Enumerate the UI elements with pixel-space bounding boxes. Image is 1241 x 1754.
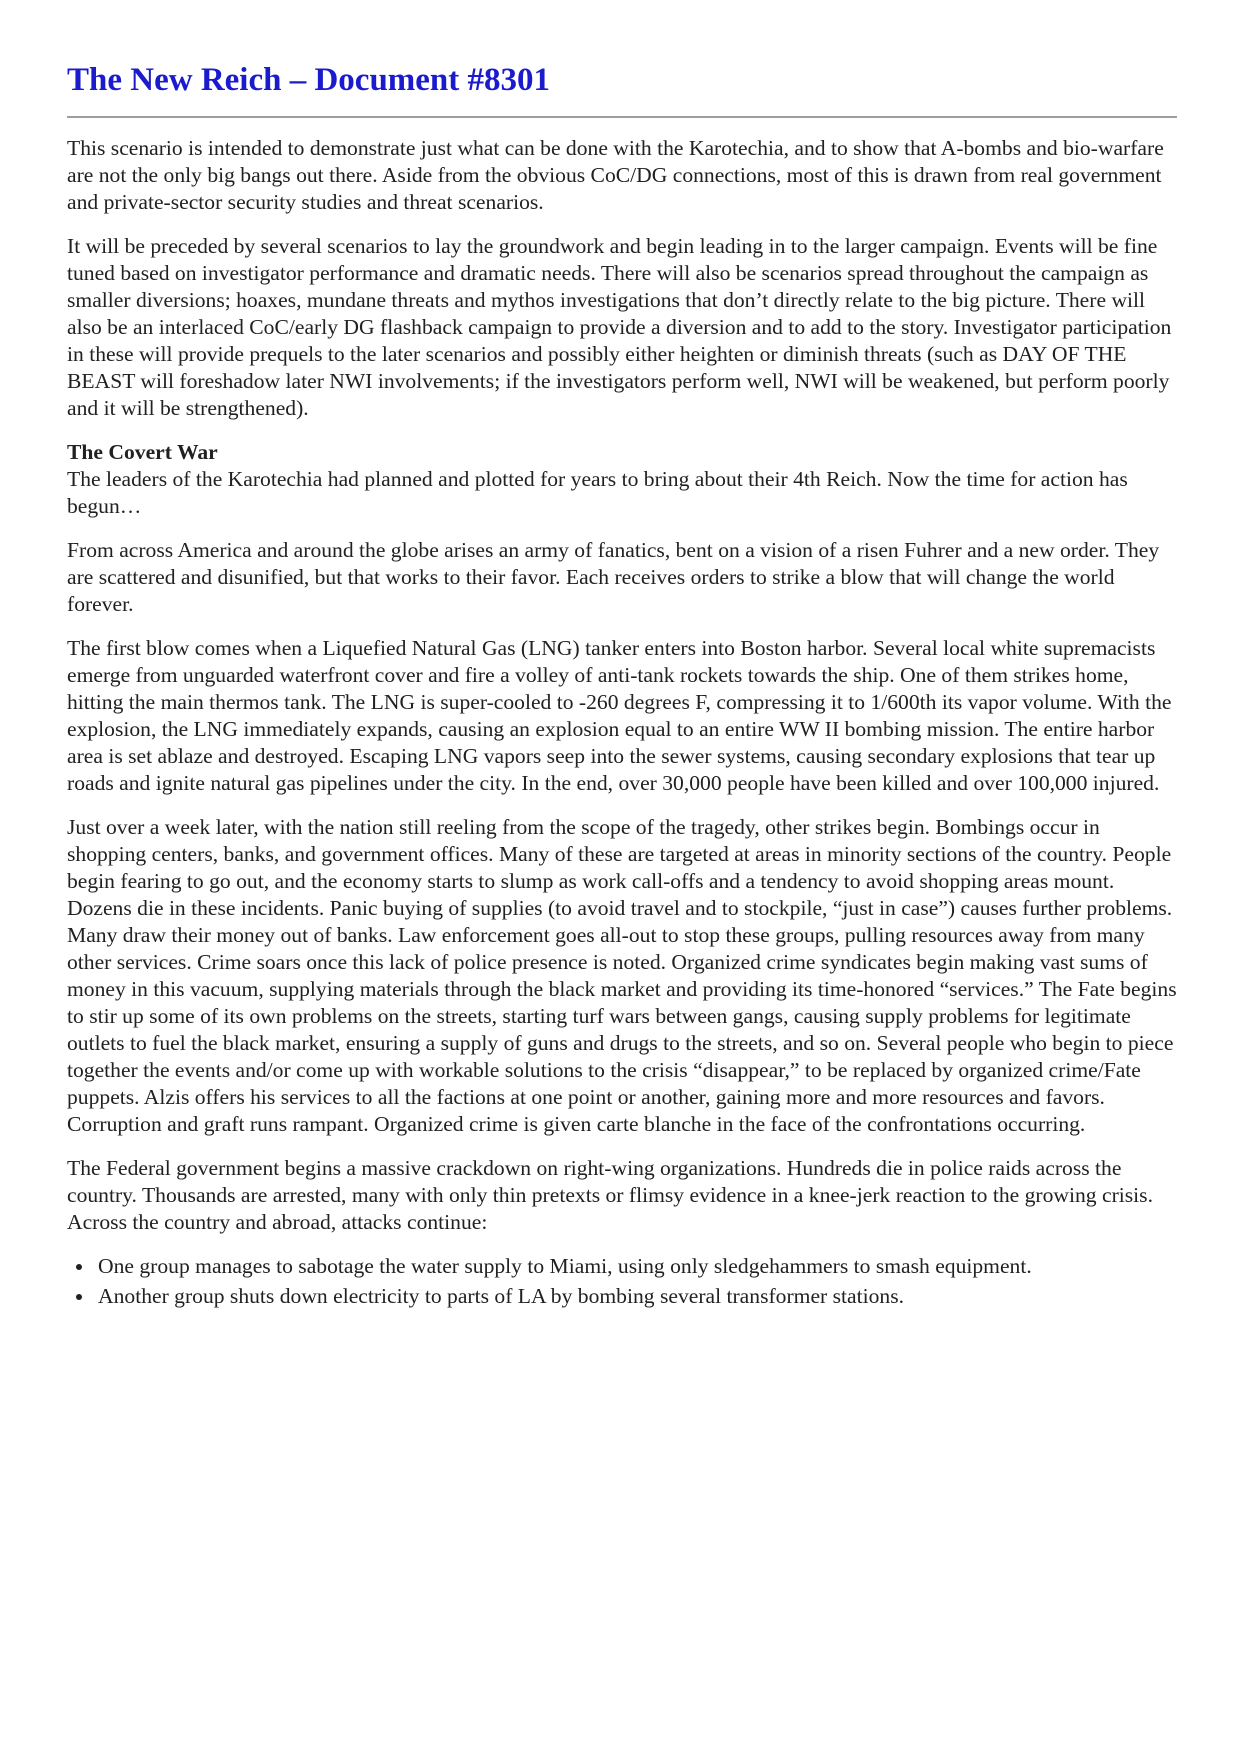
divider xyxy=(67,116,1177,118)
attacks-continue-text: Across the country and abroad, attacks continue: xyxy=(67,1209,488,1234)
paragraph-fanatics: From across America and around the globe arises an army of fanatics, bent on a vision of a risen Fuhrer and a new order. They are scattered and disunified, but that works to their favor. Each receives orders to strike a blow that will change the world forever. xyxy=(67,537,1160,616)
paragraph-campaign-plan: It will be preceded by several scenarios to lay the groundwork and begin leading in to the larger campaign. Events will be fine tuned based on investigator performance and dramatic needs. There will also be scenarios spread throughout the campaign as smaller diversions; hoaxes, mundane threats and mythos investigations that don’t directly relate to the big picture. There will also be an interlaced CoC/early DG flashback campaign to provide a diversion and to add to the story. Investigator participation in these will provide prequels to the later scenarios and possibly either heighten or diminish threats (such as DAY OF THE BEAST will foreshadow later NWI involvements; if the investigators perform well, NWI will be weakened, but perform poorly and it will be strengthened). xyxy=(67,233,1172,420)
paragraph-lng-attack: The first blow comes when a Liquefied Natural Gas (LNG) tanker enters into Boston harbor. Several local white supremacists emerge from unguarded waterfront cover and fire a volley of anti-tank rockets towards the ship. One of them strikes home, hitting the main thermos tank. The LNG is super-cooled to -260 degrees F, compressing it to 1/600th its vapor volume. With the explosion, the LNG immediately expands, causing an explosion equal to an entire WW II bombing mission. The entire harbor area is set ablaze and destroyed. Escaping LNG vapors seep into the sewer systems, causing secondary explosions that tear up roads and ignite natural gas pipelines under the city. In the end, over 30,000 people have been killed and over 100,000 injured. xyxy=(67,635,1172,795)
list-item-miami-water: • One group manages to sabotage the water supply to Miami, using only sledgehammers to smash equipment. xyxy=(95,1253,1177,1280)
list-item-la-electricity: • Another group shuts down electricity to parts of LA by bombing several transformer stations. xyxy=(95,1283,1177,1310)
paragraph-intro: This scenario is intended to demonstrate just what can be done with the Karotechia, and to show that A-bombs and bio-warfare are not the only big bangs out there. Aside from the obvious CoC/DG connections, most of this is drawn from real government and private-sector security studies and threat scenarios. xyxy=(67,135,1164,214)
paragraph-aftermath: Just over a week later, with the nation still reeling from the scope of the tragedy, other strikes begin. Bombings occur in shopping centers, banks, and government offices. Many of these are targeted at areas in minority sections of the country. People begin fearing to go out, and the economy starts to slump as work call-offs and a tendency to avoid shopping areas mount. Dozens die in these incidents. Panic buying of supplies (to avoid travel and to stockpile, “just in case”) causes further problems. Many draw their money out of banks. Law enforcement goes all-out to stop these groups, pulling resources away from many other services. Crime soars once this lack of police presence is noted. Organized crime syndicates begin making vast sums of money in this vacuum, supplying materials through the black market and providing its time-honored “services.” The Fate begins to stir up some of its own problems on the streets, starting turf wars between gangs, causing supply problems for legitimate outlets to fuel the black market, ensuring a supply of guns and drugs to the streets, and so on. Several people who begin to piece together the events and/or come up with workable solutions to the crisis “disappear,” to be replaced by organized crime/Fate puppets. Alzis offers his services to all the factions at one point or another, gaining more and more resources and favors. Corruption and graft runs rampant. Organized crime is given carte blanche in the face of the confrontations occurring. xyxy=(67,814,1177,1136)
paragraph-covert-war xyxy=(67,439,1177,520)
paragraph-crackdown xyxy=(67,1155,1177,1236)
section-heading-covert-war: The Covert War xyxy=(67,439,218,464)
attack-list xyxy=(67,1253,1177,1310)
page-title: The New Reich – Document #8301 xyxy=(67,62,551,98)
covert-war-lead-text: The leaders of the Karotechia had planned and plotted for years to bring about their 4th Reich. Now the time for action has begun… xyxy=(67,466,1128,518)
crackdown-text: The Federal government begins a massive crackdown on right-wing organizations. Hundreds die in police raids across the country. Thousands are arrested, many with only thin pretexts or flimsy evidence in a knee-jerk reaction to the growing crisis. xyxy=(67,1155,1153,1207)
